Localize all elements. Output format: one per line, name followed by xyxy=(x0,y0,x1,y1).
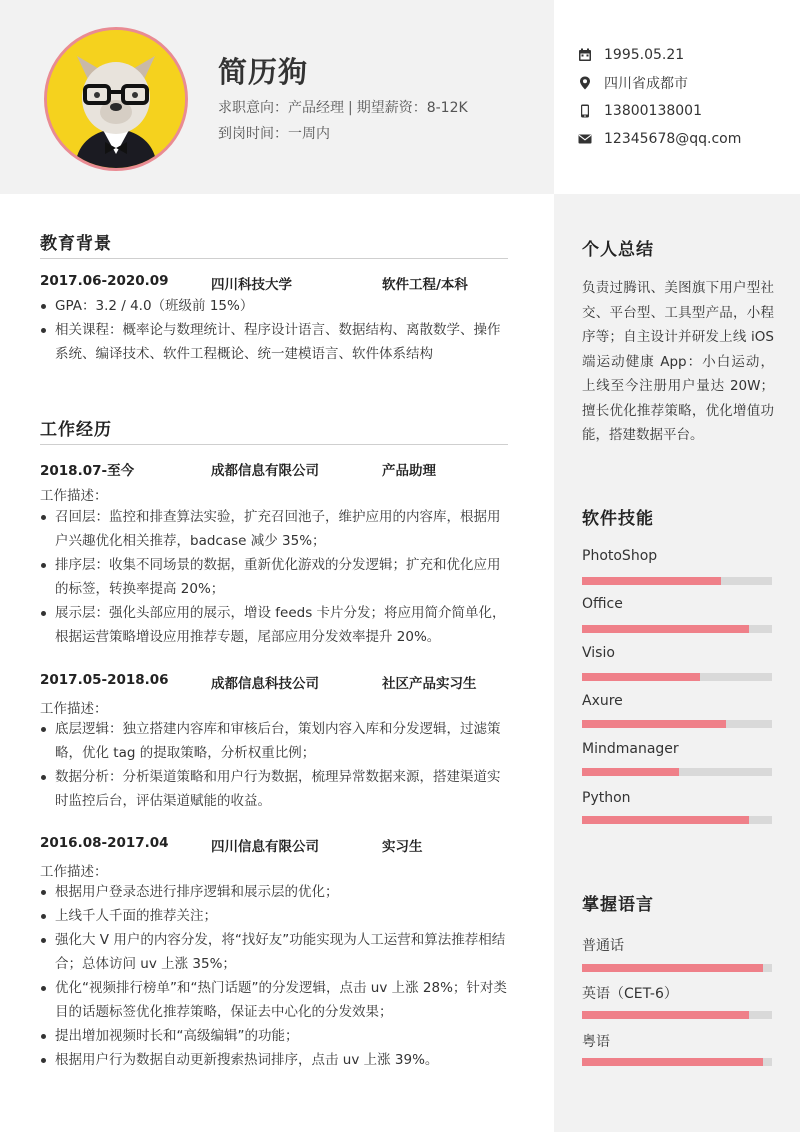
phone-icon xyxy=(578,104,592,118)
phone-text: 13800138001 xyxy=(604,103,702,119)
job-period: 2017.05-2018.06 xyxy=(40,672,169,688)
email-icon xyxy=(578,132,592,146)
avatar xyxy=(44,27,188,171)
education-major: 软件工程/本科 xyxy=(382,277,468,293)
list-item: 强化大 V 用户的内容分发，将“找好友”功能实现为人工运营和算法推荐相结合；总体访问 uv 上涨 35%； xyxy=(40,928,508,976)
job-role: 产品助理 xyxy=(382,463,436,479)
job-company: 四川信息有限公司 xyxy=(211,839,319,855)
phone-row xyxy=(578,101,702,121)
location-row xyxy=(578,73,688,93)
list-item: 数据分析：分析渠道策略和用户行为数据，梳理异常数据来源，搭建渠道实时监控后台，评估渠道赋能的收益。 xyxy=(40,765,508,813)
skill-bar-fill xyxy=(582,577,721,585)
job-bullets xyxy=(40,880,508,1072)
birthday-row xyxy=(578,45,684,65)
job-period: 2018.07-至今 xyxy=(40,463,135,479)
arrival-value: 一周内 xyxy=(288,126,330,142)
skill-label: Visio xyxy=(582,645,615,661)
education-divider xyxy=(40,258,508,259)
skill-label: Axure xyxy=(582,693,623,709)
profile-header xyxy=(0,0,554,194)
email-row xyxy=(578,129,741,149)
list-item: 底层逻辑：独立搭建内容库和审核后台，策划内容入库和分发逻辑，过滤策略，优化 tag 的提取策略，分析权重比例； xyxy=(40,717,508,765)
skill-label: Python xyxy=(582,790,631,806)
job-intent xyxy=(218,97,468,117)
list-item: 根据用户登录态进行排序逻辑和展示层的优化； xyxy=(40,880,508,904)
work-title: 工作经历 xyxy=(40,420,112,440)
job-bullets xyxy=(40,717,508,813)
skill-bar xyxy=(582,673,772,681)
education-bullets xyxy=(40,294,508,366)
skill-bar-fill xyxy=(582,816,749,824)
list-item: 相关课程：概率论与数理统计、程序设计语言、数据结构、离散数学、操作系统、编译技术、软件工程概论、统一建模语言、软件体系结构 xyxy=(40,318,508,366)
skill-bar xyxy=(582,577,772,585)
skill-bar xyxy=(582,816,772,824)
email-text: 12345678@qq.com xyxy=(604,131,742,147)
job-bullets xyxy=(40,505,508,649)
job-role: 社区产品实习生 xyxy=(382,676,477,692)
language-bar-fill xyxy=(582,1011,749,1019)
job-entry-head xyxy=(40,459,508,479)
language-bar-fill xyxy=(582,964,763,972)
intent-value: 产品经理 xyxy=(288,100,344,116)
salary-value: 8-12K xyxy=(426,100,468,116)
skill-bar xyxy=(582,625,772,633)
contact-info xyxy=(554,0,800,194)
birthday-text: 1995.05.21 xyxy=(604,47,685,63)
skill-bar-fill xyxy=(582,625,749,633)
language-label: 粤语 xyxy=(582,1034,610,1050)
job-entry-head xyxy=(40,672,508,692)
skill-bar-fill xyxy=(582,768,679,776)
list-item: 展示层：强化头部应用的展示，增设 feeds 卡片分发；将应用简介简单化，根据运营策略增设应用推荐专题，尾部应用分发效率提升 20%。 xyxy=(40,601,508,649)
language-bar-fill xyxy=(582,1058,763,1066)
salary-label: 期望薪资： xyxy=(356,100,427,116)
language-bar xyxy=(582,964,772,972)
job-period: 2016.08-2017.04 xyxy=(40,835,169,851)
calendar-icon xyxy=(578,48,592,62)
skill-bar xyxy=(582,768,772,776)
candidate-name: 简历狗 xyxy=(218,55,309,89)
arrival-label: 到岗时间： xyxy=(218,126,288,142)
skill-bar-fill xyxy=(582,720,726,728)
list-item: 优化“视频排行榜单”和“热门话题”的分发逻辑，点击 uv 上涨 28%；针对类目的话题标签优化推荐策略，保证去中心化的分发效果； xyxy=(40,976,508,1024)
skill-label: PhotoShop xyxy=(582,548,658,564)
education-school: 四川科技大学 xyxy=(211,277,292,293)
summary-text: 负责过腾讯、美图旗下用户型社交、平台型、工具型产品，小程序等；自主设计并研发上线 iOS 端运动健康 App：小白运动，上线至今注册用户量达 20W；擅长优化推荐策略，优化增值功能，搭建数据平台。 xyxy=(582,280,774,443)
list-item: 上线千人千面的推荐关注； xyxy=(40,904,508,928)
skill-bar xyxy=(582,720,772,728)
language-bar xyxy=(582,1011,772,1019)
languages-title: 掌握语言 xyxy=(582,895,654,915)
language-label: 英语（CET-6） xyxy=(582,986,678,1002)
language-label: 普通话 xyxy=(582,938,624,954)
location-pin-icon xyxy=(578,76,592,90)
education-entry-head xyxy=(40,273,508,293)
intent-label: 求职意向： xyxy=(218,100,288,116)
skill-label: Mindmanager xyxy=(582,741,679,757)
job-desc-label: 工作描述： xyxy=(40,488,108,504)
language-bar xyxy=(582,1058,772,1066)
job-company: 成都信息有限公司 xyxy=(211,463,319,479)
job-desc-label: 工作描述： xyxy=(40,864,108,880)
job-company: 成都信息科技公司 xyxy=(211,676,319,692)
summary-title: 个人总结 xyxy=(582,240,654,260)
job-role: 实习生 xyxy=(382,839,423,855)
education-period: 2017.06-2020.09 xyxy=(40,273,169,289)
skill-label: Office xyxy=(582,596,623,612)
list-item: 召回层：监控和排查算法实验，扩充召回池子，维护应用的内容库，根据用户兴趣优化相关推荐，badcase 减少 35%； xyxy=(40,505,508,553)
skill-bar-fill xyxy=(582,673,700,681)
separator: | xyxy=(348,100,353,116)
list-item: 提出增加视频时长和“高级编辑”的功能； xyxy=(40,1024,508,1048)
list-item: 排序层：收集不同场景的数据，重新优化游戏的分发逻辑；扩充和优化应用的标签，转换率提高 20%； xyxy=(40,553,508,601)
job-entry-head xyxy=(40,835,508,855)
list-item: GPA：3.2 / 4.0（班级前 15%） xyxy=(40,294,508,318)
work-divider xyxy=(40,444,508,445)
skills-title: 软件技能 xyxy=(582,509,654,529)
location-text: 四川省成都市 xyxy=(604,76,688,92)
job-desc-label: 工作描述： xyxy=(40,701,108,717)
list-item: 根据用户行为数据自动更新搜索热词排序，点击 uv 上涨 39%。 xyxy=(40,1048,508,1072)
education-title: 教育背景 xyxy=(40,234,112,254)
arrival-time xyxy=(218,123,330,143)
